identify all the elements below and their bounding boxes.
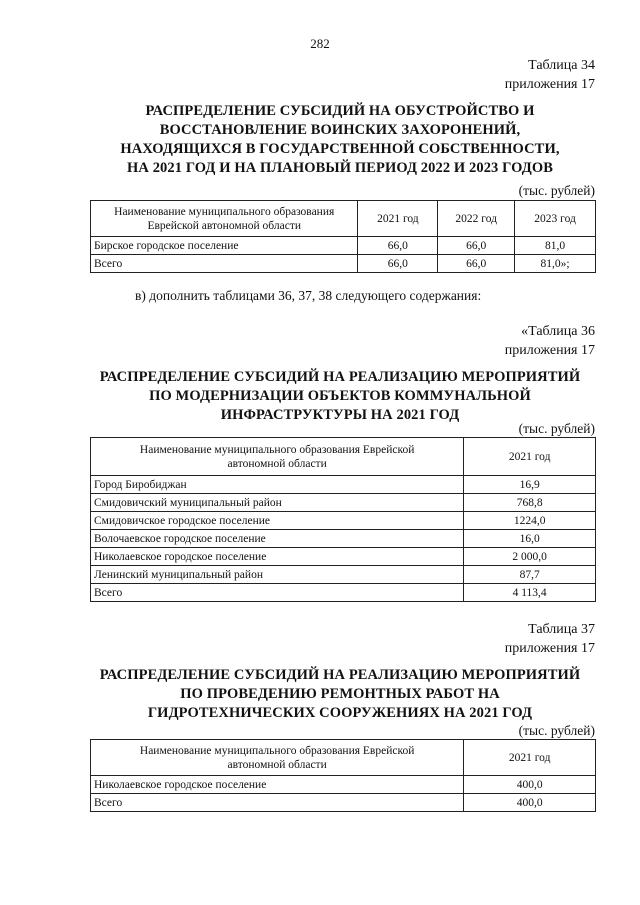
table-34-appendix: приложения 17 [504,77,595,92]
title-line: ГИДРОТЕХНИЧЕСКИХ СООРУЖЕНИЯХ НА 2021 ГОД [147,705,533,721]
table-37 [90,739,596,812]
table-37-appendix: приложения 17 [504,641,595,656]
title-line: НА 2021 ГОД И НА ПЛАНОВЫЙ ПЕРИОД 2022 И 2023 ГОДОВ [127,160,553,176]
cell-value: 2 000,0 [464,548,596,566]
table-row [91,548,596,566]
title-line: РАСПРЕДЕЛЕНИЕ СУБСИДИЙ НА РЕАЛИЗАЦИЮ МЕРОПРИЯТИЙ [99,667,581,683]
title-line: НАХОДЯЩИХСЯ В ГОСУДАРСТВЕННОЙ СОБСТВЕННОСТИ, [120,141,560,157]
table-row [91,794,596,812]
cell-name: Николаевское городское поселение [91,548,464,566]
cell-value: 66,0 [358,255,438,273]
table-36-label [505,322,595,360]
table-row [91,255,596,273]
table-header-row [91,740,596,776]
cell-name: Город Биробиджан [91,476,464,494]
table-34-units: (тыс. рублей) [518,183,595,198]
cell-value: 400,0 [464,794,596,812]
cell-value: 4 113,4 [464,584,596,602]
cell-name: Николаевское городское поселение [91,776,464,794]
header-2021: 2021 год [464,438,596,476]
title-line: ВОССТАНОВЛЕНИЕ ВОИНСКИХ ЗАХОРОНЕНИЙ, [159,122,521,138]
table-row [91,494,596,512]
table-row [91,776,596,794]
cell-value: 1224,0 [464,512,596,530]
table-37-title [80,666,600,723]
table-row [91,566,596,584]
table-row [91,237,596,255]
instruction-paragraph: в) дополнить таблицами 36, 37, 38 следующего содержания: [135,288,482,303]
table-36-number: «Таблица 36 [521,324,595,339]
title-line: ИНФРАСТРУКТУРЫ НА 2021 ГОД [220,407,460,423]
table-36 [90,437,596,602]
table-row [91,530,596,548]
table-36-units: (тыс. рублей) [518,421,595,436]
title-line: РАСПРЕДЕЛЕНИЕ СУБСИДИЙ НА РЕАЛИЗАЦИЮ МЕРОПРИЯТИЙ [99,369,581,385]
header-name: Наименование муниципального образования Еврейской автономной области [91,740,464,776]
title-line: ПО ПРОВЕДЕНИЮ РЕМОНТНЫХ РАБОТ НА [180,686,500,702]
header-name: Наименование муниципального образования Еврейской автономной области [91,201,358,237]
header-2022: 2022 год [438,201,515,237]
title-line: ПО МОДЕРНИЗАЦИИ ОБЪЕКТОВ КОММУНАЛЬНОЙ [149,388,531,404]
cell-name: Волочаевское городское поселение [91,530,464,548]
cell-value: 81,0»; [515,255,596,273]
table-34 [90,200,596,273]
table-34-number: Таблица 34 [528,58,595,73]
table-37-label [505,620,595,658]
header-2023: 2023 год [515,201,596,237]
header-2021: 2021 год [358,201,438,237]
cell-name: Ленинский муниципальный район [91,566,464,584]
table-row [91,584,596,602]
cell-name: Смидовичский муниципальный район [91,494,464,512]
cell-value: 66,0 [358,237,438,255]
header-name: Наименование муниципального образования Еврейской автономной области [91,438,464,476]
table-34-title [80,102,600,178]
table-header-row [91,201,596,237]
table-row [91,476,596,494]
table-36-title [80,368,600,425]
cell-value: 66,0 [438,255,515,273]
table-34-label [505,56,595,94]
cell-value: 768,8 [464,494,596,512]
cell-value: 400,0 [464,776,596,794]
table-row [91,512,596,530]
cell-value: 16,0 [464,530,596,548]
page-number: 282 [310,36,330,51]
cell-name: Бирское городское поселение [91,237,358,255]
cell-name: Смидовичское городское поселение [91,512,464,530]
table-36-appendix: приложения 17 [504,343,595,358]
table-37-units: (тыс. рублей) [518,723,595,738]
cell-value: 66,0 [438,237,515,255]
table-header-row [91,438,596,476]
cell-value: 16,9 [464,476,596,494]
cell-value: 81,0 [515,237,596,255]
cell-name: Всего [91,584,464,602]
table-37-number: Таблица 37 [528,622,595,637]
cell-name: Всего [91,794,464,812]
cell-name: Всего [91,255,358,273]
header-2021: 2021 год [464,740,596,776]
cell-value: 87,7 [464,566,596,584]
title-line: РАСПРЕДЕЛЕНИЕ СУБСИДИЙ НА ОБУСТРОЙСТВО И [145,103,535,119]
